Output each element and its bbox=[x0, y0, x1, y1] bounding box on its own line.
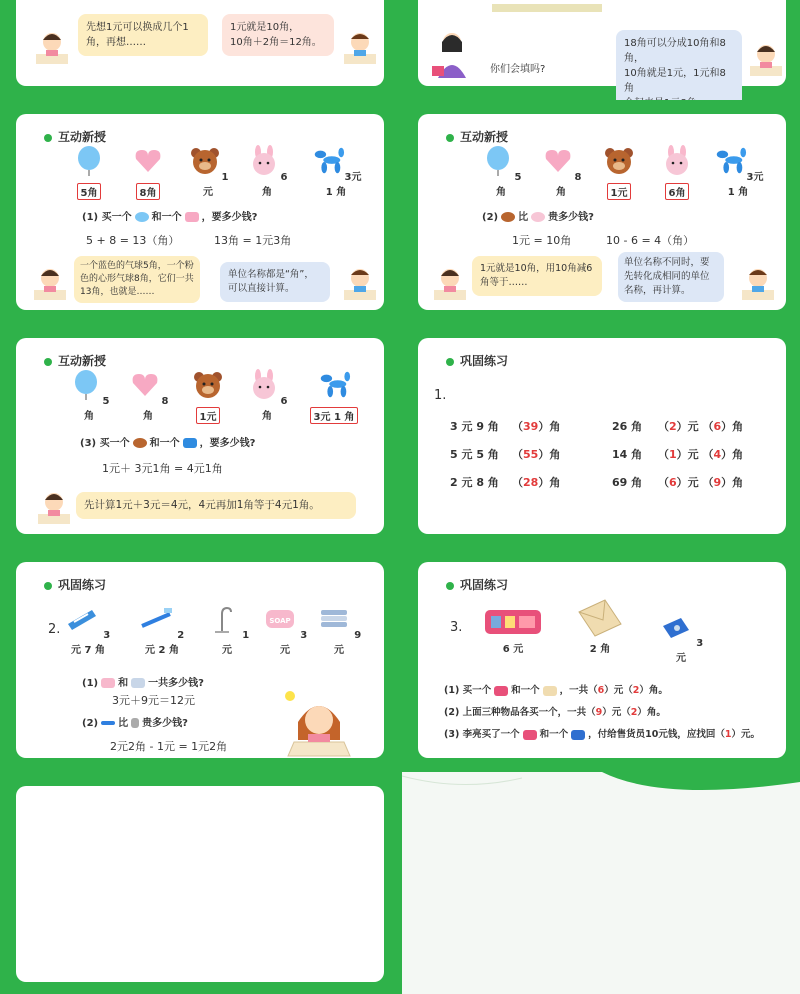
exercise-row: 3 元 9 角 （39）角 26 角 （2）元 （6）角 bbox=[450, 420, 744, 433]
section-title: 互动新授 bbox=[44, 128, 106, 145]
speech-bubble-right bbox=[222, 14, 334, 56]
item-heart-balloon: 8角 bbox=[123, 370, 173, 422]
speech-bubble: 先计算1元＋3元＝4元，4元再加1角等于4元1角。 bbox=[76, 492, 356, 519]
girl-illustration bbox=[32, 264, 68, 302]
speech-bubble-left: 先想1元可以换成几个1角，再想…… bbox=[78, 14, 208, 56]
item-dog-balloon: 3元 1 角 bbox=[708, 146, 768, 198]
item-toothbrush: 2 元 2 角 bbox=[134, 604, 190, 656]
heart-balloon-icon bbox=[128, 370, 162, 400]
speech-bubble-right: 单位名称不同时，要先转化成相同的单位名称，再计算。 bbox=[618, 252, 724, 302]
bunny-balloon-icon bbox=[247, 370, 281, 400]
section-title: 巩固练习 bbox=[44, 576, 106, 593]
item-heart-balloon: 8角 bbox=[536, 146, 586, 198]
slide-card bbox=[16, 114, 384, 310]
speech-bubble-left: 1元就是10角，用10角减6角等于…… bbox=[472, 256, 602, 296]
bunny-balloon-icon bbox=[247, 146, 281, 176]
girl-reading-illustration bbox=[748, 40, 784, 78]
pencil-case-icon bbox=[523, 730, 537, 740]
slide-4[interactable] bbox=[402, 100, 800, 322]
unit-label: 元 bbox=[687, 476, 699, 489]
item-envelope: 2 角 bbox=[568, 598, 632, 655]
unit-label: 角 bbox=[732, 448, 744, 461]
answer-value: 55 bbox=[523, 448, 539, 461]
unit-label: 角 bbox=[732, 420, 744, 433]
item-bunny: 6角 bbox=[242, 146, 292, 198]
bubble-line-2: 10角就是1元，1元和8角 bbox=[624, 68, 726, 94]
bubble-line-1: 18角可以分成10角和8角， bbox=[624, 38, 726, 64]
boy-illustration bbox=[740, 264, 776, 302]
heart-balloon-icon bbox=[185, 212, 199, 222]
dog-balloon-icon bbox=[183, 438, 197, 448]
item-bear: 1元 bbox=[183, 146, 233, 198]
item-heart-balloon: 8角 bbox=[123, 146, 173, 200]
answer-value: 1 bbox=[669, 448, 677, 461]
question-3: (3) 李亮买了一个 和一个 ，付给售货员10元钱，应找回（1）元。 bbox=[444, 729, 760, 740]
exercise-row: 5 元 5 角 （55）角 14 角 （1）元 （4）角 bbox=[450, 448, 744, 461]
answer-value: 9 bbox=[713, 476, 722, 489]
slide-card bbox=[418, 562, 786, 758]
item-bunny: 6角 bbox=[242, 370, 292, 422]
question-2: (2) 比 贵多少钱? bbox=[482, 212, 594, 223]
item-bear: 1元 bbox=[183, 370, 233, 424]
given-amount: 2 元 8 角 bbox=[450, 476, 499, 489]
section-title: 互动新授 bbox=[44, 352, 106, 369]
question-2: (2) 比 贵多少钱? bbox=[82, 718, 188, 729]
heart-balloon-icon bbox=[541, 146, 575, 176]
speech-bubble-right: 单位名称都是“角”，可以直接计算。 bbox=[220, 262, 330, 302]
section-title: 互动新授 bbox=[446, 128, 508, 145]
section-title: 巩固练习 bbox=[446, 352, 508, 369]
soap-icon bbox=[101, 678, 115, 688]
bunny-balloon-icon bbox=[531, 212, 545, 222]
blue-balloon-icon bbox=[481, 146, 515, 176]
hook-icon bbox=[131, 718, 139, 728]
pencil-case-icon bbox=[494, 686, 508, 696]
slide-7[interactable] bbox=[0, 548, 398, 770]
given-amount: 69 角 bbox=[612, 476, 643, 489]
bullet-dot bbox=[44, 358, 52, 366]
slide-card bbox=[16, 338, 384, 534]
exercise-number: 1. bbox=[434, 388, 447, 403]
item-sharpener: 3 元 bbox=[656, 612, 706, 664]
dog-balloon-icon bbox=[317, 370, 351, 400]
slide-5[interactable] bbox=[0, 324, 398, 546]
question-1: (1) 买一个 和一个 ，一共（6）元（2）角。 bbox=[444, 685, 668, 696]
bunny-balloon-icon bbox=[660, 146, 694, 176]
answer-value: 6 bbox=[713, 420, 722, 433]
boy-illustration bbox=[342, 264, 378, 302]
slide-card bbox=[418, 338, 786, 534]
item-pencil-case: 6 元 bbox=[478, 608, 548, 655]
slide-1[interactable] bbox=[0, 0, 398, 98]
towel-icon bbox=[131, 678, 145, 688]
toothpaste-icon bbox=[66, 604, 100, 634]
item-dog-balloon: 3元 1 角 bbox=[302, 370, 366, 424]
pencil-case-icon bbox=[483, 608, 543, 636]
answer-value: 4 bbox=[713, 448, 722, 461]
answer-1: 3元＋9元＝12元 bbox=[112, 694, 195, 707]
given-amount: 3 元 9 角 bbox=[450, 420, 499, 433]
blue-balloon-icon bbox=[72, 146, 106, 176]
answer-convert: 13角 = 1元3角 bbox=[214, 234, 292, 247]
exercise-number: 2. bbox=[48, 622, 61, 637]
bear-toy-icon bbox=[191, 370, 225, 400]
bullet-dot bbox=[44, 134, 52, 142]
unit-label: 元 bbox=[687, 420, 699, 433]
answer-calc: 5 + 8 = 13（角） bbox=[86, 234, 180, 247]
question-2: (2) 上面三种物品各买一个，一共（9）元（2）角。 bbox=[444, 707, 666, 718]
dog-balloon-icon bbox=[311, 146, 345, 176]
slide-card bbox=[418, 114, 786, 310]
answer-convert: 1元 = 10角 bbox=[512, 234, 572, 247]
slide-card bbox=[16, 0, 384, 86]
bubble-line-2: 10角＋2角＝12角。 bbox=[230, 37, 322, 48]
teacher-bubble: 你们会填吗? bbox=[490, 64, 546, 75]
girl-illustration bbox=[432, 264, 468, 302]
unit-label: 元 bbox=[687, 448, 699, 461]
bear-toy-icon bbox=[133, 438, 147, 448]
slide-6[interactable] bbox=[402, 324, 800, 546]
item-hanger-hook: 1 元 bbox=[202, 604, 252, 656]
question-3: (3) 买一个 和一个 ，要多少钱? bbox=[80, 438, 256, 449]
answer-value: 28 bbox=[523, 476, 539, 489]
unit-label: 角 bbox=[549, 420, 561, 433]
decorative-green-wave bbox=[402, 772, 800, 800]
bullet-dot bbox=[44, 582, 52, 590]
item-bunny: 6角 bbox=[652, 146, 702, 200]
given-amount: 26 角 bbox=[612, 420, 643, 433]
answer-calc: 10 - 6 = 4（角） bbox=[606, 234, 695, 247]
hook-icon bbox=[205, 604, 239, 634]
svg-text:SOAP: SOAP bbox=[269, 617, 291, 625]
item-toothpaste: 3 元 7 角 bbox=[60, 604, 116, 656]
slide-card bbox=[16, 562, 384, 758]
unit-label: 角 bbox=[732, 476, 744, 489]
girl-illustration bbox=[34, 28, 70, 66]
item-soap: SOAP 3 元 bbox=[260, 604, 310, 656]
dog-balloon-icon bbox=[713, 146, 747, 176]
girl-illustration bbox=[36, 488, 72, 526]
answer-value: 2 bbox=[669, 420, 677, 433]
bullet-dot bbox=[446, 134, 454, 142]
boy-illustration bbox=[342, 28, 378, 66]
blue-balloon-icon bbox=[135, 212, 149, 222]
bear-toy-icon bbox=[188, 146, 222, 176]
girl-reading-illustration bbox=[282, 686, 356, 758]
slide-9[interactable] bbox=[0, 772, 398, 994]
sharpener-icon bbox=[659, 612, 693, 642]
question-1: (1) 买一个 和一个 ，要多少钱? bbox=[82, 212, 258, 223]
bullet-dot bbox=[446, 582, 454, 590]
slide-card bbox=[16, 786, 384, 982]
slide-3[interactable] bbox=[0, 100, 398, 322]
given-amount: 5 元 5 角 bbox=[450, 448, 499, 461]
teacher-illustration bbox=[430, 30, 474, 80]
heart-balloon-icon bbox=[131, 146, 165, 176]
slide-card bbox=[418, 0, 786, 94]
item-blue-balloon: 5角 bbox=[476, 146, 526, 198]
envelope-icon bbox=[543, 686, 557, 696]
exercise-row: 2 元 8 角 （28）角 69 角 （6）元 （9）角 bbox=[450, 476, 744, 489]
envelope-icon bbox=[575, 598, 625, 638]
answer-calc: 1元＋ 3元1角 = 4元1角 bbox=[102, 462, 223, 475]
soap-icon bbox=[263, 604, 297, 634]
item-blue-balloon: 5角 bbox=[64, 146, 114, 200]
bear-toy-icon bbox=[501, 212, 515, 222]
bear-toy-icon bbox=[602, 146, 636, 176]
toothbrush-icon bbox=[140, 604, 174, 634]
item-bear: 1元 bbox=[594, 146, 644, 200]
speech-bubble-left: 一个蓝色的气球5角，一个粉色的心形气球8角，它们一共13角，也就是…… bbox=[74, 256, 200, 303]
blue-balloon-icon bbox=[69, 370, 103, 400]
answer-value: 39 bbox=[523, 420, 539, 433]
item-towels: 9 元 bbox=[314, 604, 364, 656]
unit-label: 角 bbox=[549, 448, 561, 461]
slide-2[interactable] bbox=[402, 0, 800, 98]
item-blue-balloon: 5角 bbox=[64, 370, 114, 422]
bullet-dot bbox=[446, 358, 454, 366]
item-dog-balloon: 3元 1 角 bbox=[306, 146, 366, 198]
unit-label: 角 bbox=[549, 476, 561, 489]
slide-10[interactable] bbox=[402, 772, 800, 994]
given-amount: 14 角 bbox=[612, 448, 643, 461]
answer-2: 2元2角 - 1元 = 1元2角 bbox=[110, 740, 228, 753]
section-title: 巩固练习 bbox=[446, 576, 508, 593]
sharpener-icon bbox=[571, 730, 585, 740]
towel-icon bbox=[317, 604, 351, 634]
slide-8[interactable] bbox=[402, 548, 800, 770]
image-strip bbox=[492, 4, 602, 12]
bubble-line-1: 1元就是10角， bbox=[230, 22, 300, 33]
answer-value: 6 bbox=[669, 476, 677, 489]
exercise-number: 3. bbox=[450, 620, 463, 635]
toothbrush-icon bbox=[101, 721, 115, 725]
question-1: (1) 和 一共多少钱? bbox=[82, 678, 204, 689]
